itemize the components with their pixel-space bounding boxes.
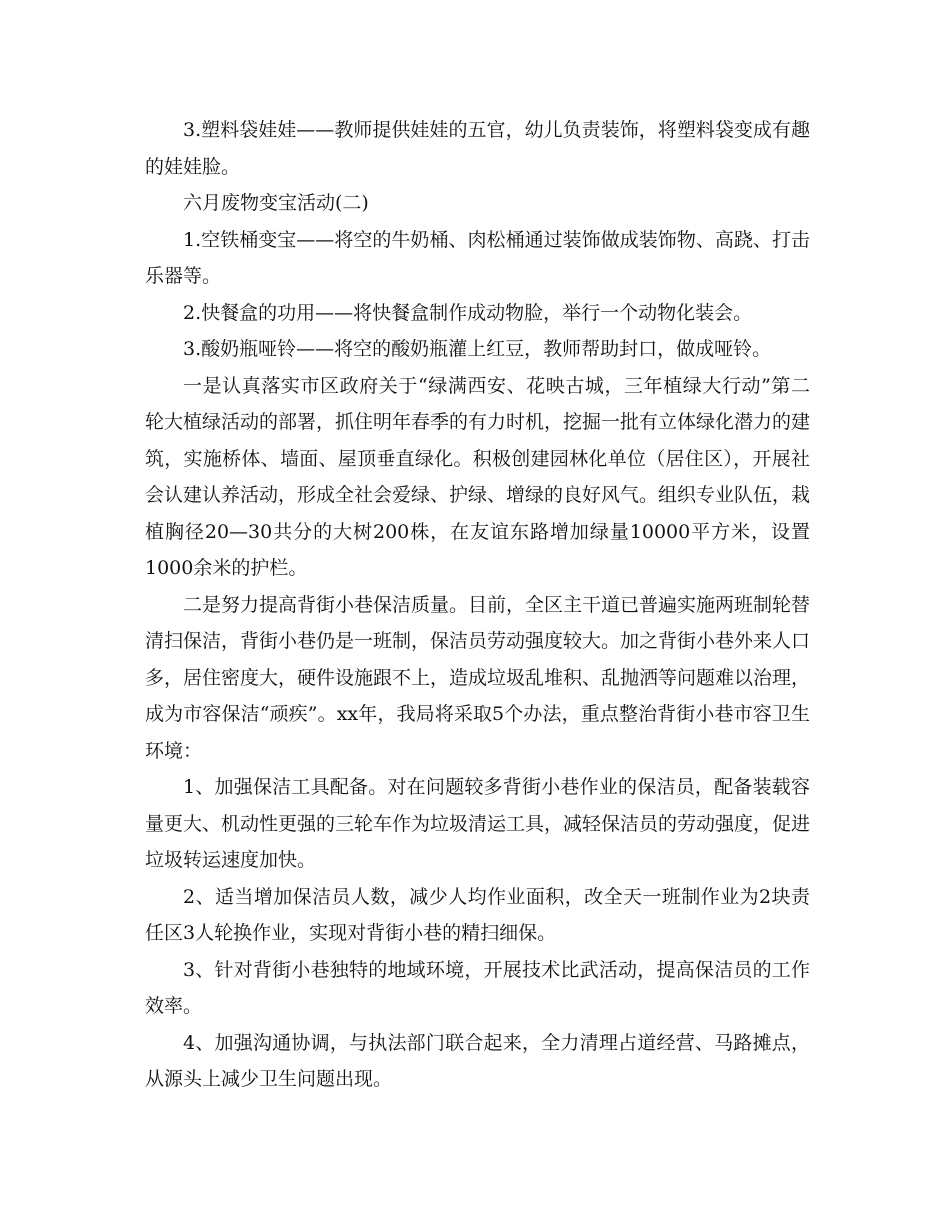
paragraph-measure-3: 3、针对背街小巷独特的地域环境，开展技术比武活动，提高保洁员的工作效率。 bbox=[145, 958, 810, 1017]
paragraph-plastic-bag-doll: 3.塑料袋娃娃——教师提供娃娃的五官，幼儿负责装饰，将塑料袋变成有趣的娃娃脸。 bbox=[145, 119, 810, 178]
paragraph-yogurt-dumbbell: 3.酸奶瓶哑铃——将空的酸奶瓶灌上红豆，教师帮助封口，做成哑铃。 bbox=[183, 338, 772, 360]
paragraph-empty-bucket: 1.空铁桶变宝——将空的牛奶桶、肉松桶通过装饰做成装饰物、高跷、打击乐器等。 bbox=[145, 228, 810, 287]
paragraph-measure-2: 2、适当增加保洁员人数，减少人均作业面积，改全天一班制作业为2块责任区3人轮换作业，实现对背街小巷的精扫细保。 bbox=[145, 885, 810, 944]
paragraph-measure-1: 1、加强保洁工具配备。对在问题较多背街小巷作业的保洁员，配备装载容量更大、机动性更强的三轮车作为垃圾清运工具，减轻保洁员的劳动强度，促进垃圾转运速度加快。 bbox=[145, 776, 811, 871]
paragraph-measure-4: 4、加强沟通协调，与执法部门联合起来，全力清理占道经营、马路摊点，从源头上减少卫生问题出现。 bbox=[145, 1031, 810, 1090]
paragraph-greening-plan: 一是认真落实市区政府关于“绿满西安、花映古城，三年植绿大行动”第二轮大植绿活动的部署，抓住明年春季的有力时机，挖掘一批有立体绿化潜力的建筑，实施桥体、墙面、屋顶垂直绿化。积极创建园林化单位（居住区），开展社会认建认养活动，形成全社会爱绿、护绿、增绿的良好风气。组织专业队伍，栽植胸径20—30共分的大树200株，在友谊东路增加绿量10000平方米，设置1000余米的护栏。 bbox=[145, 374, 811, 579]
paragraph-fast-food-box: 2.快餐盒的功用——将快餐盒制作成动物脸，举行一个动物化装会。 bbox=[183, 301, 753, 324]
paragraph-alley-cleaning: 二是努力提高背街小巷保洁质量。目前，全区主干道已普遍实施两班制轮替清扫保洁，背街小巷仍是一班制，保洁员劳动强度较大。加之背街小巷外来人口多，居住密度大，硬件设施跟不上，造成垃圾乱堆积、乱抛洒等问题难以治理，成为市容保洁“顽疾”。xx年，我局将采取5个办法，重点整治背街小巷市容卫生环境： bbox=[145, 593, 811, 762]
document-body bbox=[145, 112, 810, 1098]
paragraph-section-heading: 六月废物变宝活动(二) bbox=[183, 192, 369, 214]
